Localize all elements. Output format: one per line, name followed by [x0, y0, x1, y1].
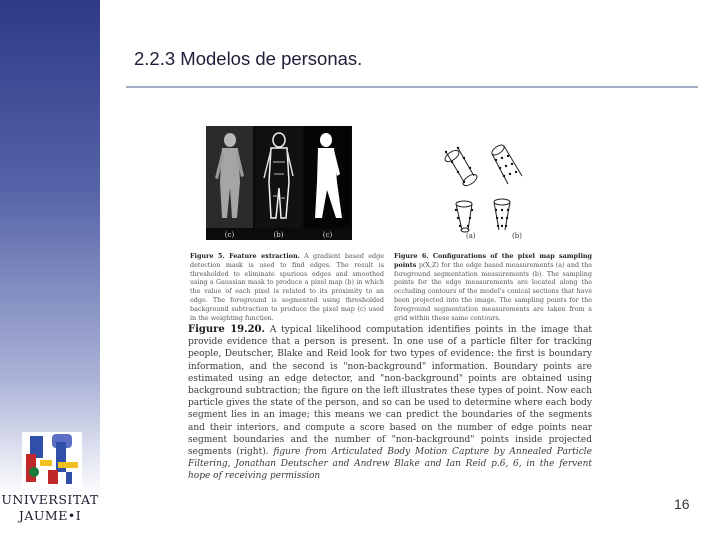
caption-text: A typical likelihood computation identifies points in the image that provide evidence that a person is present. In one use of a particle filter for tracking people, Deutscher, Blake and Reid look for two types of evidence: the first is boundary information, and the second is "non-background" information. Boundary points are estimated using an edge detector, and "non-background" points are obtained using background subtraction; the figure on the left illustrates these types of point. Now each particle gives the state of the person, and so can be used to determine where each body segment lies in an image; this means we can predict the boundaries of the segments and their interiors, and compute a score based on the number of edge points near segment boundaries and the number of "non-background" points inside projected segments (right). [188, 325, 592, 458]
sidebar [0, 0, 100, 540]
caption-heading: Figure 5. Feature extraction. [190, 252, 300, 260]
caption-credit: figure from Articulated Body Motion Capture by Annealed Particle Filtering, Jonathan Deutscher and Andrew Blake and Ian Reid p.6, 6, in the fervent hope of receiving permission [188, 447, 592, 482]
caption-heading: Figure 19.20. [188, 324, 266, 335]
edge-map-icon [255, 126, 302, 228]
university-name [0, 492, 100, 524]
model-label: (b) [512, 232, 522, 240]
title-divider [126, 86, 698, 88]
figure-caption-main [188, 324, 592, 483]
silhouette-photos [206, 126, 352, 240]
caption-text: A gradient based edge detection mask is used to find edges. The result is thresholded to eliminate spurious edges and smoothed using a Gaussian mask to produce a pixel map (b) in which the value of each pixel is related to its proximity to an edge. The foreground is segmented using thresholded background subtraction to produce the pixel map (c) used in the weighting function. [190, 252, 384, 322]
university-name-line1: UNIVERSITAT [1, 492, 99, 507]
figure [184, 120, 600, 492]
caption-heading: Figure 6. Configurations of the pixel map sampling points [394, 252, 592, 269]
university-logo-icon [22, 432, 82, 488]
page-number: 16 [674, 496, 690, 512]
person-photo-icon [206, 126, 253, 228]
photo-label: (c) [224, 231, 235, 239]
figure-caption-left [190, 252, 384, 322]
photo-label: (b) [273, 231, 284, 239]
model-label: (a) [466, 232, 476, 240]
slide-title: 2.2.3 Modelos de personas. [134, 48, 363, 69]
foreground-mask-icon [304, 126, 351, 228]
photo-label: (c) [322, 231, 333, 239]
caption-text: p(X,Z) for the edge based measurements (a) and the foreground segmentation measurements (b). The sampling points for the edge measurements are located along the occluding contours of the model's conical sections that have been projected into the image. The sampling points for the foreground segmentation measurements are taken from a grid within these same contours. [394, 260, 592, 322]
university-name-line2: JAUME•I [18, 508, 82, 523]
cylinder-models-icon [434, 130, 526, 238]
figure-caption-right [394, 252, 592, 322]
